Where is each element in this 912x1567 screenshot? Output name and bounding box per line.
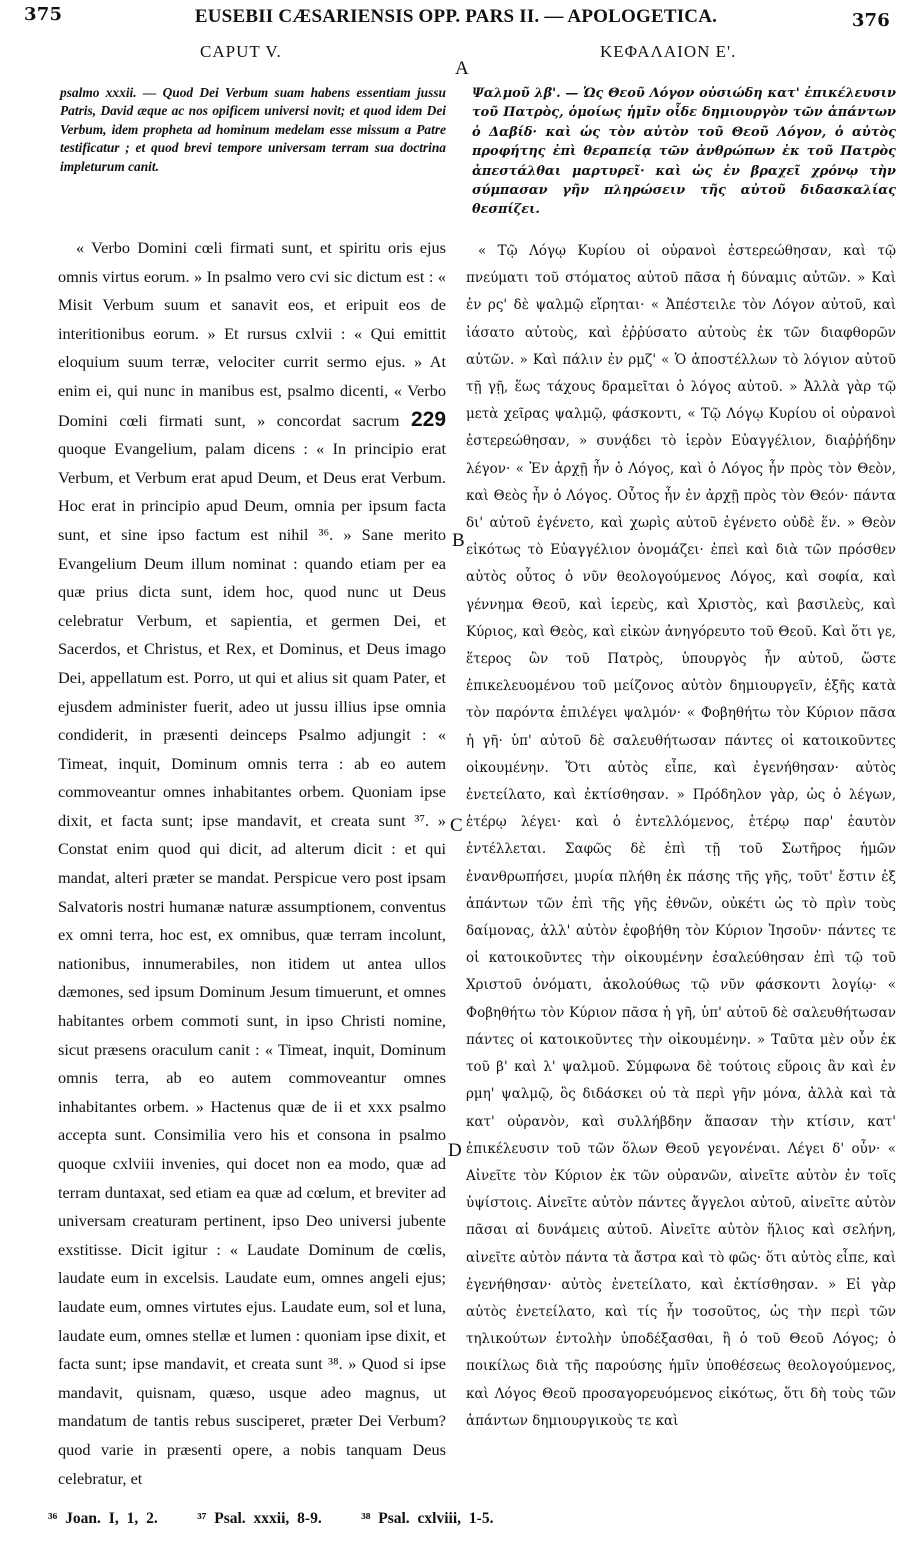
latin-body-text xyxy=(58,234,446,1493)
latin-body-part1: « Verbo Domini cœli firmati sunt, et spiritu oris ejus omnis virtus eorum. » In psalmo vero cvi sic dictum est : « Misit Verbum suum et sanavit eos, et eripuit eos de interitionibus eorum. » Et rursus cxlvii : « Qui emittit eloquium suum terræ, velociter currit sermo ejus. » At enim ei, qui nunc in manibus est, psalmo dicenti, « Verbo Domini cœli firmati sunt, » concordat sacrum xyxy=(58,238,446,430)
footnotes xyxy=(48,1510,493,1528)
running-title: EUSEBII CÆSARIENSIS OPP. PARS II. — APOLOGETICA. xyxy=(194,6,718,27)
greek-body-text: « Τῷ Λόγῳ Κυρίου οἱ οὐρανοὶ ἐστερεώθησαν, καὶ τῷ πνεύματι τοῦ στόματος αὐτοῦ πᾶσα ἡ δύναμις αὐτῶν. » Καὶ ἐν ρς' δὲ ψαλμῷ εἴρηται· « Ἀπέστειλε τὸν Λόγον αὐτοῦ, καὶ ἰάσατο αὐτοὺς, καὶ ἐῤῥύσατο αὐτοὺς ἐκ τῶν διαφθορῶν αὐτῶν. » Καὶ πάλιν ἐν ρμζ' « Ὁ ἀποστέλλων τὸ λόγιον αὐτοῦ τῇ γῇ, ἕως τάχους δραμεῖται ὁ λόγος αὐτοῦ. » Ἀλλὰ γὰρ τῷ μετὰ χεῖρας ψαλμῷ, φάσκοντι, « Τῷ Λόγῳ Κυρίου οἱ οὐρανοὶ ἐστερεώθησαν, » συνᾴδει τὸ ἱερὸν Εὐαγγέλιον, διαῤῥήδην λέγον· « Ἐν ἀρχῇ ἦν ὁ Λόγος, καὶ ὁ Λόγος ἦν πρὸς τὸν Θεὸν, καὶ Θεὸς ἦν ὁ Λόγος. Οὗτος ἦν ἐν ἀρχῇ πρὸς τὸν Θεόν· πάντα δι' αὐτοῦ ἐγένετο, καὶ χωρὶς αὐτοῦ ἐγένετο οὐδὲ ἕν. » Θεὸν εἰκότως τὸ Εὐαγγέλιον ὀνομάζει· ἐπεὶ καὶ διὰ τῶν πρόσθεν αὐτὸς οὗτος ὁ νῦν θεολογούμενος Λόγος, καὶ σοφία, καὶ γέννημα Θεοῦ, καὶ ἱερεὺς, καὶ Χριστὸς, καὶ βασιλεὺς, καὶ Κύριος, καὶ Θεὸς, καὶ εἰκὼν ἀνηγόρευτο τοῦ Θεοῦ. Καὶ ὅτι γε, ἕτερος ὢν τοῦ Πατρὸς, ὑπουργὸς ἦν αὐτοῦ, ὥστε ἐπικελευομένου τοῦ μείζονος αὐτὸν δημιουργεῖν, ἑξῆς κατὰ τὸν παρόντα ἐπιλέγει ψαλμόν· « Φοβηθήτω τὸν Κύριον πᾶσα ἡ γῆ· ὑπ' αὐτοῦ δὲ σαλευθήτωσαν πάντες οἱ κατοικοῦντες οἰκουμένην. Ὅτι αὐτὸς εἶπε, καὶ ἐγενήθησαν· αὐτὸς ἐνετείλατο, καὶ ἐκτίσθησαν. » Πρόδηλον γὰρ, ὡς ὁ λέγων, ἑτέρῳ λέγει· καὶ ὁ ἐντελλόμενος, ἑτέρῳ παρ' ἑαυτὸν ἐντέλλεται. Σαφῶς δὲ ἐπὶ τῇ τοῦ Σωτῆρος ἡμῶν ἐνανθρωπήσει, μυρία πλήθη ἐκ πάσης τῆς γῆς, τοῦτ' ἔστιν ἐξ ἁπάντων τῶν ἐπὶ τῆς γῆς ἐθνῶν, οὐκέτι ὡς τὸ πρὶν τοὺς δαίμονας, ἀλλ' αὐτὸν ἐφοβήθη τὸν Κύριον Ἰησοῦν· πάντες τε οἱ κατοικοῦντες τὴν οἰκουμένην ἐσαλεύθησαν ἐπὶ τῷ τοῦ Χριστοῦ ὀνόματι, ἀκολούθως τῷ νῦν φάσκοντι λογίῳ· « Φοβηθήτω τὸν Κύριον πᾶσα ἡ γῆ, ὑπ' αὐτοῦ δὲ σαλευθήτωσαν πάντες οἱ κατοικοῦντες τὴν οἰκουμένην. » Ταῦτα μὲν οὖν ἐκ τοῦ β' καὶ λ' ψαλμοῦ. Σύμφωνα δὲ τούτοις εὕροις ἂν καὶ ἐν ρμη' ψαλμῷ, ὃς διδάσκει οὐ τὰ περὶ γῆν μόνα, ἀλλὰ καὶ τὰ κατ' οὐρανὸν, καὶ συλλήβδην ἅπασαν τὴν κτίσιν, κατ' ἐπικέλευσιν τοῦ τῶν ὅλων Θεοῦ γεγονέναι. Λέγει δ' οὖν· « Αἰνεῖτε τὸν Κύριον ἐκ τῶν οὐρανῶν, αἰνεῖτε αὐτὸν ἐν τοῖς ὑψίστοις. Αἰνεῖτε αὐτὸν πάντες ἄγγελοι αὐτοῦ, αἰνεῖτε αὐτὸν πᾶσαι αἱ δυνάμεις αὐτοῦ. Αἰνεῖτε αὐτὸν ἥλιος καὶ σελήνη, αἰνεῖτε αὐτὸν πάντα τὰ ἄστρα καὶ τὸ φῶς· ὅτι αὐτὸς εἶπε, καὶ ἐγενήθησαν· αὐτὸς ἐνετείλατο, καὶ ἐκτίσθησαν. » Εἰ γὰρ αὐτὸς ἐνετείλατο, καὶ τίς ἦν τοσοῦτος, ὡς τὴν περὶ τῶν τηλικούτων ἐντολὴν ὑποδέξασθαι, ἢ ὁ τοῦ Θεοῦ Λόγος; ὁ ποικίλως διὰ τῆς παρούσης ἡμῖν ὑποθέσεως θεολογούμενος, καὶ Λόγος Θεοῦ προσαγορευόμενος εἰκότως, ὅτι δὴ τοὺς τῶν ἁπάντων δημιουργικοὺς τε καὶ xyxy=(466,243,896,1429)
caput-greek-heading: ΚΕΦΑΛΑΙΟΝ Ε'. xyxy=(600,42,737,61)
footnote-37: ³⁷ Psal. xxxii, 8-9. xyxy=(197,1510,322,1527)
page-number-left: 375 xyxy=(24,4,63,25)
margin-letter-b: B xyxy=(452,530,465,551)
footnote-36: ³⁶ Joan. I, 1, 2. xyxy=(48,1510,158,1527)
margin-letter-a: A xyxy=(455,58,469,79)
margin-letter-d: D xyxy=(448,1140,462,1161)
migne-column-number: 229 xyxy=(410,407,447,431)
greek-summary: Ψαλμοῦ λβ'. — Ὡς Θεοῦ Λόγον οὐσιώδη κατ' ἐπικέλευσιν τοῦ Πατρὸς, ὁμοίως ἡμῖν οἶδε δημιουργὸν τῶν ἁπάντων ὁ Δαβίδ· καὶ ὡς τὸν αὐτὸν τοῦ Θεοῦ Λόγον, ὁ αὐτὸς προφήτης ἐπὶ θεραπείᾳ τῶν ἀνθρώπων ἐκ τοῦ Πατρὸς ἀπεστάλθαι μαρτυρεῖ· καὶ ὡς ἐν βραχεῖ χρόνῳ τὴν σύμπασαν γῆν πληρώσειν τῆς αὐτοῦ διδασκαλίας θεσπίζει. xyxy=(472,86,896,218)
footnote-38: ³⁸ Psal. cxlviii, 1-5. xyxy=(361,1510,494,1527)
latin-body-part2: quoque Evangelium, palam dicens : « In principio erat Verbum, et Verbum erat apud Deum, et Deus erat Verbum. Hoc erat in principio apud Deum, omnia per ipsum facta sunt, et sine ipso factum est nihil ³⁶. » Sane merito Evangelium Deum illum nominat : quando etiam per ea quæ prius dicta sunt, idem hoc, quod nunc ut Deus celebratur Verbum, et sapientia, et germen Dei, et Sacerdos, et Christus, et Rex, et Dominus, et Deus imago Dei, appellatum est. Porro, ut qui et alius sit quam Pater, et ejusdem administer fuerit, adeo ut jussu illius ipse omnia condiderit, in præsenti deinceps Psalmo adjungit : « Timeat, inquit, Dominum omnis terra : ab eo autem commoveantur omnes inhabitantes orbem. Quoniam ipse dixit, et facta sunt; ipse mandavit, et creata sunt ³⁷. » Constat enim quod qui dicit, ad alterum dicit : et qui mandat, alteri præter se mandat. Perspicue vero post ipsam Salvatoris nostri humanæ naturæ assumptionem, conventus ex omni terra, hoc est, ex omnibus, quæ terram incolunt, nationibus, innumerabiles, non itidem ut antea ullos dæmones, sed ipsum Dominum Jesum timuerunt, et omnes habitantes orbem commoti sunt, in ipso Christi nomine, sicut præsens oraculum canit : « Timeat, inquit, Dominum omnis terra, ab eo autem commoveantur omnes inhabitantes orbem. » Hactenus quæ de ii et xxx psalmo accepta sunt. Consimilia vero his et consona in psalmo quoque cxlviii invenies, qui docet non ea modo, quæ ad terram duntaxat, sed etiam ea quæ ad cœlum, et breviter ad universam creaturam pertinent, ipso Deo universi jubente exstitisse. Dicit igitur : « Laudate Dominum de cœlis, laudate eum in excelsis. Laudate eum, omnes angeli ejus; laudate eum, omnes virtutes ejus. Laudate eum, sol et luna, laudate eum, omnes stellæ et lumen : quoniam ipse dixit, et facta sunt; ipse mandavit, et creata sunt ³⁸. » Quod si ipse mandavit, quisnam, quæso, usque adeo magnus, ut mandatum de tantis rebus susciperet, præter Dei Verbum? quod varie in præsenti opere, a nobis tanquam Deus celebratur, et xyxy=(58,439,446,1488)
caput-latin-heading: CAPUT V. xyxy=(200,42,282,61)
latin-column xyxy=(58,234,446,1493)
latin-summary: psalmo xxxii. — Quod Dei Verbum suam habens essentiam jussu Patris, David æque ac nos opificem universi novit; et quod idem Dei Verbum, idem propheta ad hominum medelam esse missum a Patre testificatur ; et quod brevi tempore universam terram sua doctrina impleturum canit. xyxy=(60,85,446,174)
page-number-right: 376 xyxy=(851,10,890,31)
margin-letter-c: C xyxy=(450,815,463,836)
greek-column xyxy=(466,238,896,1435)
